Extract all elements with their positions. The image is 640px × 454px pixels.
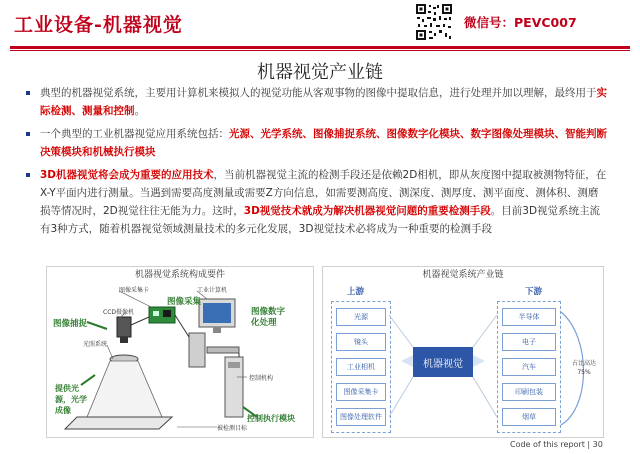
- share-label-text: 占比高达: [571, 360, 596, 367]
- system-components-title: 机器视觉系统构成要件: [134, 270, 225, 280]
- label-capture2: 图像捕捉: [53, 319, 88, 329]
- bullet-item: [26, 166, 608, 238]
- industry-chain-panel: [322, 266, 604, 438]
- bullet-highlight-text: 3D视觉技术就成为解决机器视觉问题的重要检测手段: [243, 205, 491, 217]
- bullet-text: 一个典型的工业机器视觉应用系统包括：: [40, 128, 229, 140]
- downstream-label: 下游: [525, 287, 543, 297]
- bullet-highlight-text: 光源、光学系统、图像捕捉系统、图像数字化模块、数字图像处理模块、智能判断决策模块和机械执行模块: [40, 128, 607, 158]
- bullet-text: 。目前3D视觉系统主流有3种方式，随着机器视觉领域测量技术的多元化发展，3D视觉技术必将成为一种重要的检测手段: [40, 205, 601, 235]
- center-node: [413, 347, 473, 377]
- bullet-list: [26, 84, 608, 243]
- bullet-item: [26, 84, 608, 120]
- upstream-label: 上游: [347, 287, 365, 297]
- label-target: 被检测目标: [217, 425, 248, 432]
- slide-title: 机器视觉产业链: [257, 62, 383, 83]
- upstream-item: 光源: [336, 308, 386, 326]
- upstream-item: 图像处理软件: [336, 408, 386, 426]
- label-light: 提供光源，光学成像: [55, 384, 87, 415]
- industry-chain-title: 机器视觉系统产业链: [422, 270, 504, 280]
- upstream-item: 图像采集卡: [336, 383, 386, 401]
- bullet-dot-icon: [26, 132, 30, 136]
- downstream-item: 汽车: [502, 358, 556, 376]
- bullet-dot-icon: [26, 173, 30, 177]
- system-components-panel: [46, 266, 314, 438]
- label-optics: 光照系统: [83, 341, 108, 348]
- brand-title: 工业设备-机器视觉: [14, 14, 183, 36]
- header-rule-thin: [10, 50, 630, 51]
- downstream-item: 印刷包装: [502, 383, 556, 401]
- label-ccd: CCD摄像机: [103, 309, 134, 316]
- label-control: 控制机构: [249, 375, 274, 382]
- share-value: 75%: [577, 369, 591, 376]
- bullet-dot-icon: [26, 91, 30, 95]
- bullet-highlight-text: 3D机器视觉将会成为重要的应用技术: [40, 169, 214, 181]
- upstream-item: 工业相机: [336, 358, 386, 376]
- header-rule: [10, 46, 630, 49]
- bullet-text: ，当前机器视觉主流的检测手段还是依赖2D相机，即从灰度图中提取被测物特征，在X-Y平面内进行测量。当遇到需要高度测量或需要Z方向信息，如需要测高度、测深度、测厚度、测平面度、测体积、测磨损等情况时，2D视觉往往无能为力。这时，: [40, 169, 607, 217]
- bullet-text: 典型的机器视觉系统，主要用计算机来模拟人的视觉功能从客观事物的图像中提取信息，进行处理并加以理解，最终用于: [40, 87, 597, 99]
- bullet-text: 。: [134, 105, 145, 117]
- qr-code-icon: [415, 3, 453, 41]
- label-digital: 图像数字化处理: [251, 307, 286, 328]
- wechat-id: 微信号：PEVC007: [464, 15, 577, 30]
- downstream-item: 电子: [502, 333, 556, 351]
- page-footer: Code of this report | 30: [510, 440, 603, 449]
- label-capture-card: 图像采集卡: [119, 287, 150, 294]
- bullet-item: [26, 125, 608, 161]
- center-node-label: 机器视觉: [423, 358, 463, 370]
- label-actuator: 控制执行模块: [247, 414, 295, 423]
- label-ipc: 工业计算机: [197, 287, 228, 294]
- share-label: [567, 359, 601, 377]
- downstream-item: 半导体: [502, 308, 556, 326]
- header: [0, 0, 640, 50]
- bullet-highlight-text: 实际检测、测量和控制: [40, 87, 607, 117]
- label-capture: 图像采集: [167, 297, 202, 307]
- downstream-item: 烟草: [502, 408, 556, 426]
- upstream-item: 镜头: [336, 333, 386, 351]
